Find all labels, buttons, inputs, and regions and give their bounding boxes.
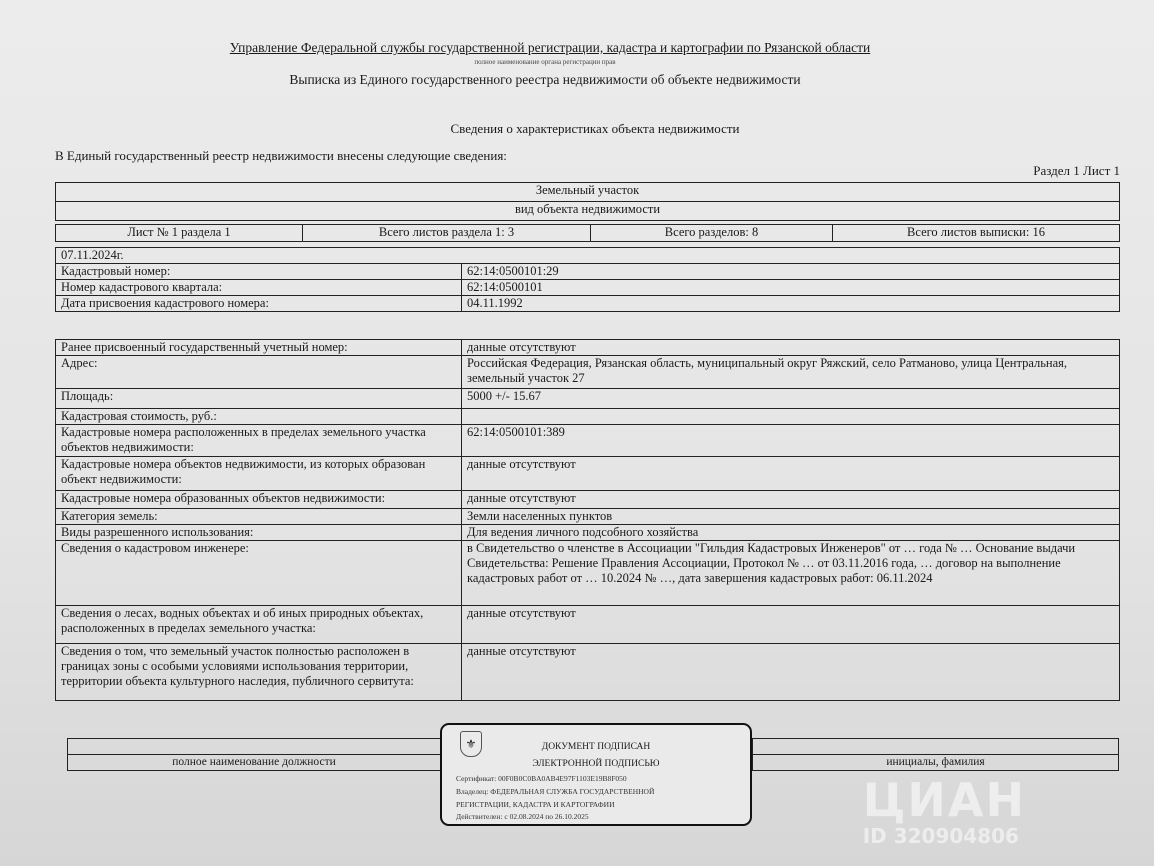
stamp-validity: Действителен: с 02.08.2024 по 26.10.2025 — [456, 812, 589, 821]
stamp-owner: Владелец: ФЕДЕРАЛЬНАЯ СЛУЖБА ГОСУДАРСТВЕННОЙ — [456, 787, 655, 796]
stamp-line2: ЭЛЕКТРОННОЙ ПОДПИСЬЮ — [532, 759, 660, 769]
section-label: Раздел 1 Лист 1 — [1033, 163, 1120, 178]
detail-label: Кадастровые номера расположенных в пределах земельного участка объектов недвижимости: — [56, 425, 462, 457]
object-type-caption: вид объекта недвижимости — [56, 202, 1120, 221]
cadastral-number: 62:14:0500101:29 — [462, 264, 1120, 280]
detail-label: Площадь: — [56, 389, 462, 409]
total-section-sheets: Всего листов раздела 1: 3 — [303, 225, 591, 242]
engineer-info: в Свидетельство о членстве в Ассоциации "Гильдия Кадастровых Инженеров" от … года № … Основание выдачи Свидетельства: Решение Правления Ассоциации, Протокол № … от 03.11.2016 года, … договор на выполнение кадастровых работ от … 10.2024 № …, дата завершения кадастровых работ: 06.11.2024 — [462, 541, 1120, 606]
electronic-signature-stamp — [440, 723, 752, 826]
detail-label: Кадастровая стоимость, руб.: — [56, 409, 462, 425]
detail-value: Земли населенных пунктов — [462, 509, 1120, 525]
coat-of-arms-icon: ⚜ — [460, 731, 482, 757]
detail-value: 62:14:0500101:389 — [462, 425, 1120, 457]
detail-value: Российская Федерация, Рязанская область, муниципальный округ Ряжский, село Ратманово, улица Центральная, земельный участок 27 — [462, 356, 1120, 389]
detail-label: Сведения о том, что земельный участок полностью расположен в границах зоны с особыми условиями использования территории, территории объекта культурного наследия, публичного сервитута: — [56, 644, 462, 701]
document-subtitle: Сведения о характеристиках объекта недвижимости — [450, 121, 740, 136]
detail-value — [462, 409, 1120, 425]
cadastral-quarter: 62:14:0500101 — [462, 280, 1120, 296]
detail-label: Сведения о лесах, водных объектах и об иных природных объектах, расположенных в пределах земельного участка: — [56, 606, 462, 644]
identifiers-table — [55, 247, 1120, 312]
detail-value: данные отсутствуют — [462, 606, 1120, 644]
detail-label: Адрес: — [56, 356, 462, 389]
watermark — [862, 773, 1026, 848]
assignment-date: 04.11.1992 — [462, 296, 1120, 312]
detail-label: Кадастровые номера образованных объектов недвижимости: — [56, 491, 462, 509]
detail-label: Ранее присвоенный государственный учетный номер: — [56, 340, 462, 356]
watermark-brand: ЦИАН — [862, 773, 1026, 827]
total-sections: Всего разделов: 8 — [591, 225, 833, 242]
authority-name: Управление Федеральной службы государственной регистрации, кадастра и картографии по Рязанской области — [229, 40, 871, 55]
detail-label: Кадастровые номера объектов недвижимости, из которых образован объект недвижимости: — [56, 457, 462, 491]
detail-label: Категория земель: — [56, 509, 462, 525]
watermark-id: ID 320904806 — [862, 824, 1019, 848]
extract-date: 07.11.2024г. — [56, 248, 1120, 264]
id-label: Дата присвоения кадастрового номера: — [56, 296, 462, 312]
detail-label: Сведения о кадастровом инженере: — [56, 541, 462, 606]
detail-value: данные отсутствуют — [462, 491, 1120, 509]
stamp-certificate: Сертификат: 00F0B0C0BA0AB4E97F1103E19B8F050 — [456, 774, 627, 783]
details-table — [55, 339, 1120, 701]
authority-caption: полное наименование органа регистрации прав — [474, 58, 616, 66]
document-title: Выписка из Единого государственного реестра недвижимости об объекте недвижимости — [289, 72, 801, 87]
id-label: Кадастровый номер: — [56, 264, 462, 280]
detail-value: данные отсутствуют — [462, 457, 1120, 491]
object-type-table — [55, 182, 1120, 221]
object-type: Земельный участок — [56, 183, 1120, 202]
stamp-owner-2: РЕГИСТРАЦИИ, КАДАСТРА И КАРТОГРАФИИ — [456, 800, 615, 809]
total-extract-sheets: Всего листов выписки: 16 — [833, 225, 1120, 242]
id-label: Номер кадастрового квартала: — [56, 280, 462, 296]
detail-label: Виды разрешенного использования: — [56, 525, 462, 541]
intro-text: В Единый государственный реестр недвижимости внесены следующие сведения: — [55, 148, 507, 163]
stamp-line1: ДОКУМЕНТ ПОДПИСАН — [541, 742, 651, 752]
detail-value: данные отсутствуют — [462, 644, 1120, 701]
sheets-table — [55, 224, 1120, 242]
detail-value: данные отсутствуют — [462, 340, 1120, 356]
sheet-number: Лист № 1 раздела 1 — [56, 225, 303, 242]
detail-value: Для ведения личного подсобного хозяйства — [462, 525, 1120, 541]
detail-value: 5000 +/- 15.67 — [462, 389, 1120, 409]
name-caption: инициалы, фамилия — [753, 755, 1119, 771]
position-caption: полное наименование должности — [68, 755, 441, 771]
